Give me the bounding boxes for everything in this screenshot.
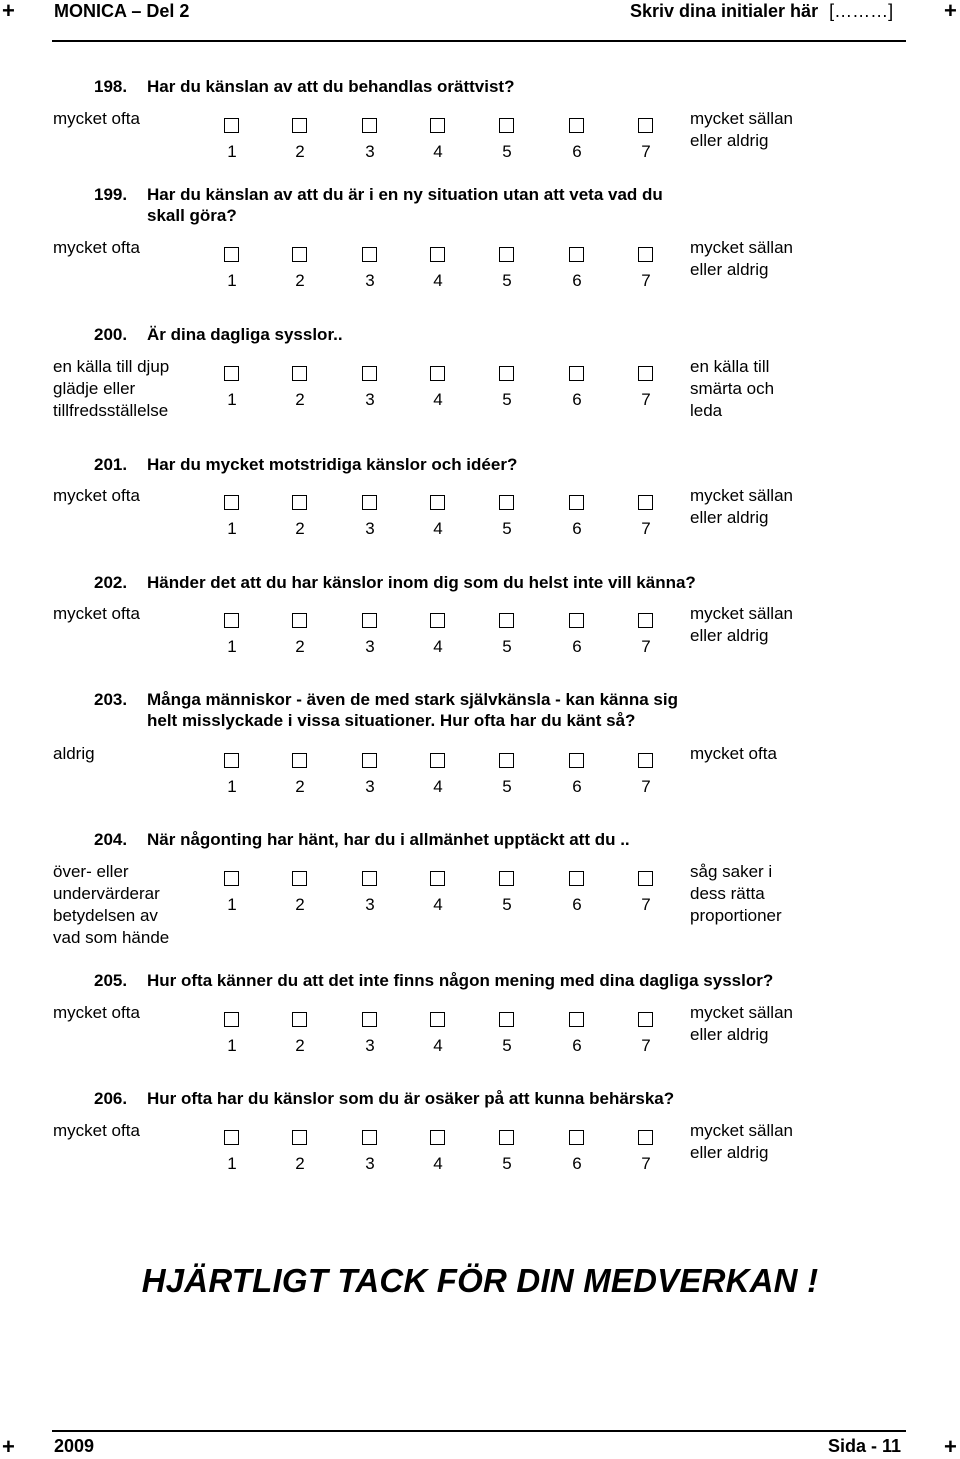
answer-checkbox[interactable] xyxy=(569,613,584,628)
scale-number: 6 xyxy=(572,637,582,656)
scale-number: 5 xyxy=(502,1154,512,1173)
scale-number: 6 xyxy=(572,142,582,161)
answer-checkbox[interactable] xyxy=(224,118,239,133)
scale-left-label: mycket ofta xyxy=(53,604,140,623)
answer-checkbox[interactable] xyxy=(569,118,584,133)
scale-number: 1 xyxy=(227,519,237,538)
scale-number: 1 xyxy=(227,777,237,796)
footer-rule xyxy=(52,1430,906,1432)
answer-checkbox[interactable] xyxy=(430,871,445,886)
scale-right-label: mycket ofta xyxy=(690,744,777,763)
answer-checkbox[interactable] xyxy=(569,1012,584,1027)
answer-checkbox[interactable] xyxy=(224,1130,239,1145)
answer-checkbox[interactable] xyxy=(638,613,653,628)
answer-checkbox[interactable] xyxy=(638,753,653,768)
answer-checkbox[interactable] xyxy=(569,871,584,886)
scale-left-label: betydelsen av xyxy=(53,906,158,925)
answer-checkbox[interactable] xyxy=(224,366,239,381)
scale-right-label: mycket sällan xyxy=(690,109,793,128)
answer-checkbox[interactable] xyxy=(224,753,239,768)
scale-number: 6 xyxy=(572,271,582,290)
scale-number: 2 xyxy=(295,142,305,161)
answer-checkbox[interactable] xyxy=(569,366,584,381)
scale-right-label: mycket sällan xyxy=(690,1121,793,1140)
question-text: Är dina dagliga sysslor.. xyxy=(147,325,343,344)
answer-checkbox[interactable] xyxy=(362,753,377,768)
scale-number: 7 xyxy=(641,519,651,538)
scale-number: 1 xyxy=(227,1154,237,1173)
answer-checkbox[interactable] xyxy=(569,247,584,262)
answer-checkbox[interactable] xyxy=(224,1012,239,1027)
footer-page-number: Sida - 11 xyxy=(828,1436,902,1456)
answer-checkbox[interactable] xyxy=(292,871,307,886)
question-number: 199. xyxy=(94,185,128,204)
question-text: skall göra? xyxy=(147,206,237,225)
answer-checkbox[interactable] xyxy=(362,871,377,886)
scale-number: 7 xyxy=(641,895,651,914)
question-text: Hur ofta har du känslor som du är osäker på att kunna behärska? xyxy=(147,1089,675,1108)
scale-number: 7 xyxy=(641,390,651,409)
scale-number: 2 xyxy=(295,271,305,290)
scale-number: 3 xyxy=(365,390,375,409)
scale-number: 6 xyxy=(572,390,582,409)
answer-checkbox[interactable] xyxy=(430,613,445,628)
scale-number: 5 xyxy=(502,1036,512,1055)
scale-number: 3 xyxy=(365,271,375,290)
scale-number: 5 xyxy=(502,519,512,538)
scale-number: 6 xyxy=(572,1036,582,1055)
answer-checkbox[interactable] xyxy=(569,495,584,510)
scale-number: 1 xyxy=(227,895,237,914)
scale-number: 2 xyxy=(295,895,305,914)
scale-left-label: mycket ofta xyxy=(53,1003,140,1022)
scale-left-label: över- eller xyxy=(53,862,129,881)
question-number: 204. xyxy=(94,830,128,849)
scale-number: 4 xyxy=(433,142,443,161)
answer-checkbox[interactable] xyxy=(499,247,514,262)
answer-checkbox[interactable] xyxy=(499,1130,514,1145)
answer-checkbox[interactable] xyxy=(430,1130,445,1145)
scale-number: 1 xyxy=(227,271,237,290)
answer-checkbox[interactable] xyxy=(292,247,307,262)
answer-checkbox[interactable] xyxy=(499,613,514,628)
answer-checkbox[interactable] xyxy=(499,495,514,510)
scale-right-label: eller aldrig xyxy=(690,1143,769,1162)
scale-right-label: mycket sällan xyxy=(690,486,793,505)
answer-checkbox[interactable] xyxy=(499,1012,514,1027)
answer-checkbox[interactable] xyxy=(224,613,239,628)
answer-checkbox[interactable] xyxy=(430,366,445,381)
scale-number: 3 xyxy=(365,1036,375,1055)
answer-checkbox[interactable] xyxy=(292,1130,307,1145)
scale-number: 5 xyxy=(502,895,512,914)
answer-checkbox[interactable] xyxy=(362,118,377,133)
scale-number: 3 xyxy=(365,637,375,656)
answer-checkbox[interactable] xyxy=(362,366,377,381)
answer-checkbox[interactable] xyxy=(499,118,514,133)
scale-number: 5 xyxy=(502,271,512,290)
answer-checkbox[interactable] xyxy=(638,247,653,262)
header-rule xyxy=(52,40,906,42)
scale-left-label: mycket ofta xyxy=(53,1121,140,1140)
scale-number: 4 xyxy=(433,271,443,290)
scale-number: 7 xyxy=(641,1154,651,1173)
scale-left-label: mycket ofta xyxy=(53,238,140,257)
answer-checkbox[interactable] xyxy=(638,1012,653,1027)
scale-number: 4 xyxy=(433,895,443,914)
initials-prompt-label: Skriv dina initialer här xyxy=(630,1,819,21)
question-text: Många människor - även de med stark självkänsla - kan känna sig xyxy=(147,690,678,709)
answer-checkbox[interactable] xyxy=(638,118,653,133)
scale-right-label: mycket sällan xyxy=(690,238,793,257)
scale-number: 4 xyxy=(433,777,443,796)
footer-year: 2009 xyxy=(54,1436,95,1456)
answer-checkbox[interactable] xyxy=(638,495,653,510)
answer-checkbox[interactable] xyxy=(638,1130,653,1145)
scale-right-label: eller aldrig xyxy=(690,131,769,150)
corner-mark-top-right: + xyxy=(944,0,957,23)
scale-number: 2 xyxy=(295,1154,305,1173)
answer-checkbox[interactable] xyxy=(430,753,445,768)
scale-left-label: mycket ofta xyxy=(53,109,140,128)
scale-number: 2 xyxy=(295,1036,305,1055)
scale-number: 7 xyxy=(641,271,651,290)
answer-checkbox[interactable] xyxy=(362,613,377,628)
answer-checkbox[interactable] xyxy=(292,495,307,510)
answer-checkbox[interactable] xyxy=(362,1012,377,1027)
scale-number: 5 xyxy=(502,777,512,796)
answer-checkbox[interactable] xyxy=(499,753,514,768)
question-text: Händer det att du har känslor inom dig som du helst inte vill känna? xyxy=(147,573,696,592)
answer-checkbox[interactable] xyxy=(430,495,445,510)
scale-right-label: smärta och xyxy=(690,379,775,398)
scale-number: 7 xyxy=(641,142,651,161)
scale-number: 2 xyxy=(295,519,305,538)
scale-left-label: glädje eller xyxy=(53,379,136,398)
scale-right-label: eller aldrig xyxy=(690,626,769,645)
scale-number: 2 xyxy=(295,777,305,796)
scale-number: 5 xyxy=(502,637,512,656)
initials-prompt xyxy=(630,0,893,22)
answer-checkbox[interactable] xyxy=(292,366,307,381)
answer-checkbox[interactable] xyxy=(430,118,445,133)
answer-checkbox[interactable] xyxy=(430,247,445,262)
answer-checkbox[interactable] xyxy=(362,1130,377,1145)
answer-checkbox[interactable] xyxy=(292,753,307,768)
answer-checkbox[interactable] xyxy=(224,247,239,262)
scale-number: 3 xyxy=(365,519,375,538)
scale-number: 4 xyxy=(433,1036,443,1055)
corner-mark-top-left: + xyxy=(2,0,15,23)
scale-right-label: eller aldrig xyxy=(690,1025,769,1044)
question-text: Har du känslan av att du behandlas orättvist? xyxy=(147,77,515,96)
answer-checkbox[interactable] xyxy=(292,613,307,628)
question-text: När någonting har hänt, har du i allmänhet upptäckt att du .. xyxy=(147,830,630,849)
scale-right-label: eller aldrig xyxy=(690,508,769,527)
scale-number: 3 xyxy=(365,1154,375,1173)
answer-checkbox[interactable] xyxy=(638,871,653,886)
scale-number: 6 xyxy=(572,519,582,538)
scale-left-label: mycket ofta xyxy=(53,486,140,505)
scale-number: 3 xyxy=(365,142,375,161)
scale-right-label: en källa till xyxy=(690,357,770,376)
answer-checkbox[interactable] xyxy=(499,366,514,381)
scale-left-label: aldrig xyxy=(53,744,95,763)
scale-number: 2 xyxy=(295,390,305,409)
answer-checkbox[interactable] xyxy=(362,495,377,510)
question-number: 205. xyxy=(94,971,128,990)
answer-checkbox[interactable] xyxy=(569,753,584,768)
scale-right-label: såg saker i xyxy=(690,862,773,881)
answer-checkbox[interactable] xyxy=(430,1012,445,1027)
scale-number: 3 xyxy=(365,777,375,796)
question-number: 201. xyxy=(94,455,128,474)
scale-number: 4 xyxy=(433,519,443,538)
scale-right-label: proportioner xyxy=(690,906,782,925)
scale-number: 5 xyxy=(502,142,512,161)
question-number: 202. xyxy=(94,573,128,592)
scale-number: 5 xyxy=(502,390,512,409)
scale-number: 1 xyxy=(227,390,237,409)
answer-checkbox[interactable] xyxy=(292,1012,307,1027)
header-title: MONICA – Del 2 xyxy=(54,1,190,21)
scale-number: 7 xyxy=(641,1036,651,1055)
corner-mark-bottom-left: + xyxy=(2,1434,15,1459)
scale-number: 4 xyxy=(433,637,443,656)
scale-right-label: mycket sällan xyxy=(690,1003,793,1022)
scale-left-label: undervärderar xyxy=(53,884,160,903)
scale-left-label: tillfredsställelse xyxy=(53,401,169,420)
scale-number: 1 xyxy=(227,637,237,656)
answer-checkbox[interactable] xyxy=(569,1130,584,1145)
scale-number: 7 xyxy=(641,777,651,796)
scale-number: 1 xyxy=(227,142,237,161)
thanks-message: HJÄRTLIGT TACK FÖR DIN MEDVERKAN ! xyxy=(141,1262,819,1299)
scale-number: 4 xyxy=(433,390,443,409)
scale-left-label: en källa till djup xyxy=(53,357,170,376)
corner-mark-bottom-right: + xyxy=(944,1434,957,1459)
scale-number: 3 xyxy=(365,895,375,914)
scale-right-label: mycket sällan xyxy=(690,604,793,623)
scale-number: 2 xyxy=(295,637,305,656)
question-text: helt misslyckade i vissa situationer. Hur ofta har du känt så? xyxy=(147,711,636,730)
answer-checkbox[interactable] xyxy=(362,247,377,262)
scale-number: 6 xyxy=(572,777,582,796)
answer-checkbox[interactable] xyxy=(638,366,653,381)
scale-right-label: eller aldrig xyxy=(690,260,769,279)
scale-right-label: dess rätta xyxy=(690,884,765,903)
scale-number: 6 xyxy=(572,1154,582,1173)
answer-checkbox[interactable] xyxy=(499,871,514,886)
scale-left-label: vad som hände xyxy=(53,928,170,947)
scale-number: 6 xyxy=(572,895,582,914)
scale-right-label: leda xyxy=(690,401,723,420)
answer-checkbox[interactable] xyxy=(292,118,307,133)
question-number: 198. xyxy=(94,77,128,96)
answer-checkbox[interactable] xyxy=(224,871,239,886)
scale-number: 7 xyxy=(641,637,651,656)
question-number: 200. xyxy=(94,325,128,344)
question-text: Har du mycket motstridiga känslor och idéer? xyxy=(147,455,518,474)
answer-checkbox[interactable] xyxy=(224,495,239,510)
question-text: Hur ofta känner du att det inte finns någon mening med dina dagliga sysslor? xyxy=(147,971,774,990)
question-text: Har du känslan av att du är i en ny situation utan att veta vad du xyxy=(147,185,663,204)
question-number: 206. xyxy=(94,1089,128,1108)
scale-number: 4 xyxy=(433,1154,443,1173)
initials-field[interactable]: [………] xyxy=(829,1,894,21)
question-number: 203. xyxy=(94,690,128,709)
scale-number: 1 xyxy=(227,1036,237,1055)
